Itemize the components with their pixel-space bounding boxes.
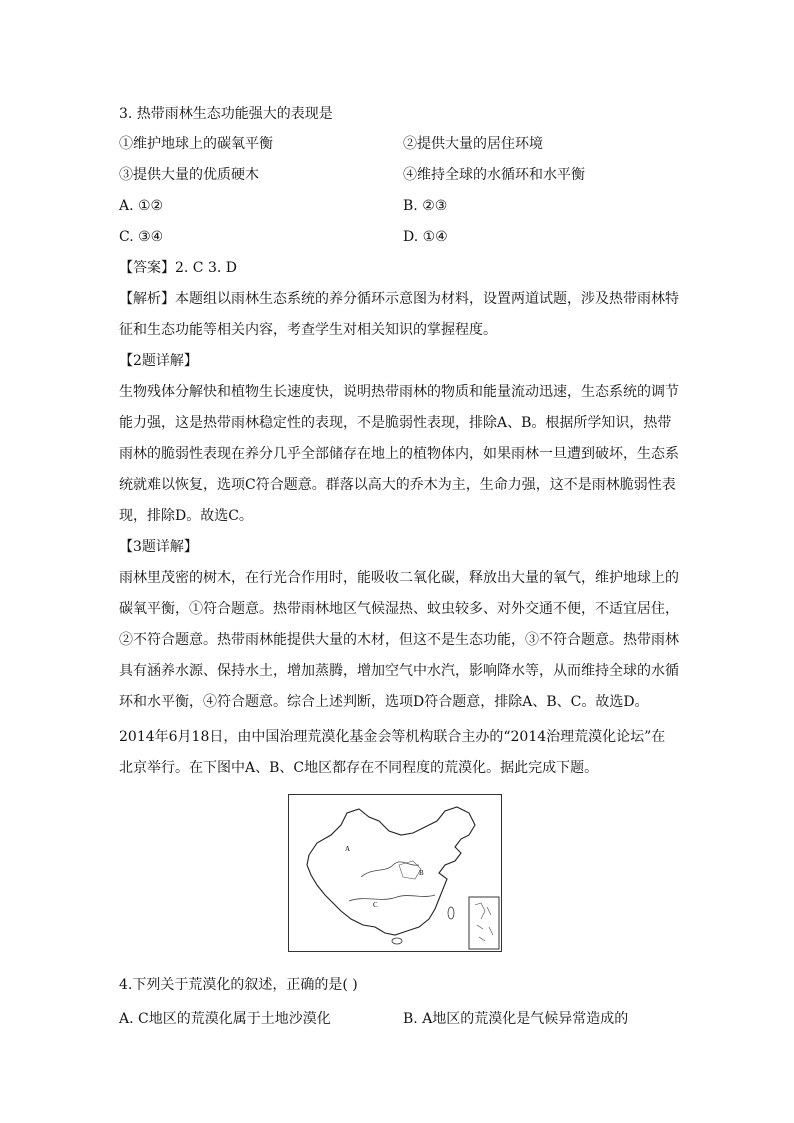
yangtze-river bbox=[349, 895, 435, 901]
detail3-heading: 【3题详解】 bbox=[119, 539, 198, 555]
q3-stem: 3. 热带雨林生态功能强大的表现是 bbox=[119, 106, 333, 122]
q4-stem: 4.下列关于荒漠化的叙述，正确的是( ) bbox=[119, 977, 358, 993]
china-map-figure bbox=[288, 794, 502, 952]
q3-option-3: ③提供大量的优质硬木 bbox=[119, 167, 259, 183]
intro-line-2: 北京举行。在下图中A、B、C地区都存在不同程度的荒漠化。据此完成下题。 bbox=[119, 760, 599, 776]
detail2-line-1: 生物残体分解快和植物生长速度快，说明热带雨林的物质和能量流动迅速，生态系统的调节 bbox=[119, 384, 679, 400]
intro-line-1: 2014年6月18日，由中国治理荒漠化基金会等机构联合主办的“2014治理荒漠化论坛”在 bbox=[119, 729, 666, 745]
yellow-river bbox=[361, 862, 419, 877]
q4-choice-b: B. A地区的荒漠化是气候异常造成的 bbox=[403, 1011, 629, 1027]
analysis-line-1: 【解析】本题组以雨林生态系统的养分循环示意图为材料，设置两道试题，涉及热带雨林特 bbox=[119, 291, 679, 307]
detail2-line-5: 现，排除D。故选C。 bbox=[119, 508, 253, 524]
q4-choice-a: A. C地区的荒漠化属于土地沙漠化 bbox=[119, 1011, 331, 1027]
taiwan-island bbox=[448, 907, 454, 919]
q3-choice-a: A. ①② bbox=[119, 198, 164, 214]
south-china-sea-inset bbox=[469, 897, 499, 949]
q3-choice-c: C. ③④ bbox=[119, 229, 164, 245]
analysis-line-2: 征和生态功能等相关内容，考查学生对相关知识的掌握程度。 bbox=[119, 322, 497, 338]
detail3-line-5: 环和水平衡，④符合题意。综合上述判断，选项D符合题意，排除A、B、C。故选D。 bbox=[119, 694, 649, 710]
detail3-line-4: 具有涵养水源、保持水土，增加蒸腾，增加空气中水汽，影响降水等，从而维持全球的水循 bbox=[119, 663, 679, 679]
detail3-line-2: 碳氧平衡，①符合题意。热带雨林地区气候湿热、蚊虫较多、对外交通不便，不适宜居住， bbox=[119, 601, 679, 617]
map-label-b: B bbox=[419, 869, 424, 877]
detail2-line-4: 统就难以恢复，选项C符合题意。群落以高大的乔木为主，生命力强，这不是雨林脆弱性表 bbox=[119, 477, 676, 493]
map-label-a: A bbox=[345, 845, 351, 853]
china-map-outline bbox=[289, 795, 501, 951]
region-b-area bbox=[399, 861, 421, 879]
detail2-heading: 【2题详解】 bbox=[119, 353, 198, 369]
hainan-island bbox=[392, 938, 402, 944]
detail3-line-1: 雨林里茂密的树木，在行光合作用时，能吸收二氧化碳，释放出大量的氧气，维护地球上的 bbox=[119, 570, 679, 586]
answer-line: 【答案】2. C 3. D bbox=[119, 260, 238, 276]
q3-choice-b: B. ②③ bbox=[403, 198, 448, 214]
detail2-line-3: 雨林的脆弱性表现在养分几乎全部储存在地上的植物体内，如果雨林一旦遭到破坏，生态系 bbox=[119, 446, 679, 462]
detail2-line-2: 能力强，这是热带雨林稳定性的表现，不是脆弱性表现，排除A、B。根据所学知识，热带 bbox=[119, 415, 672, 431]
china-border bbox=[307, 807, 475, 935]
q3-option-2: ②提供大量的居住环境 bbox=[403, 136, 543, 152]
detail3-line-3: ②不符合题意。热带雨林能提供大量的木材，但这不是生态功能，③不符合题意。热带雨林 bbox=[119, 632, 679, 648]
q3-option-1: ①维护地球上的碳氧平衡 bbox=[119, 136, 273, 152]
q3-option-4: ④维持全球的水循环和水平衡 bbox=[403, 167, 585, 183]
q3-choice-d: D. ①④ bbox=[403, 229, 448, 245]
map-label-c: C bbox=[373, 901, 378, 909]
